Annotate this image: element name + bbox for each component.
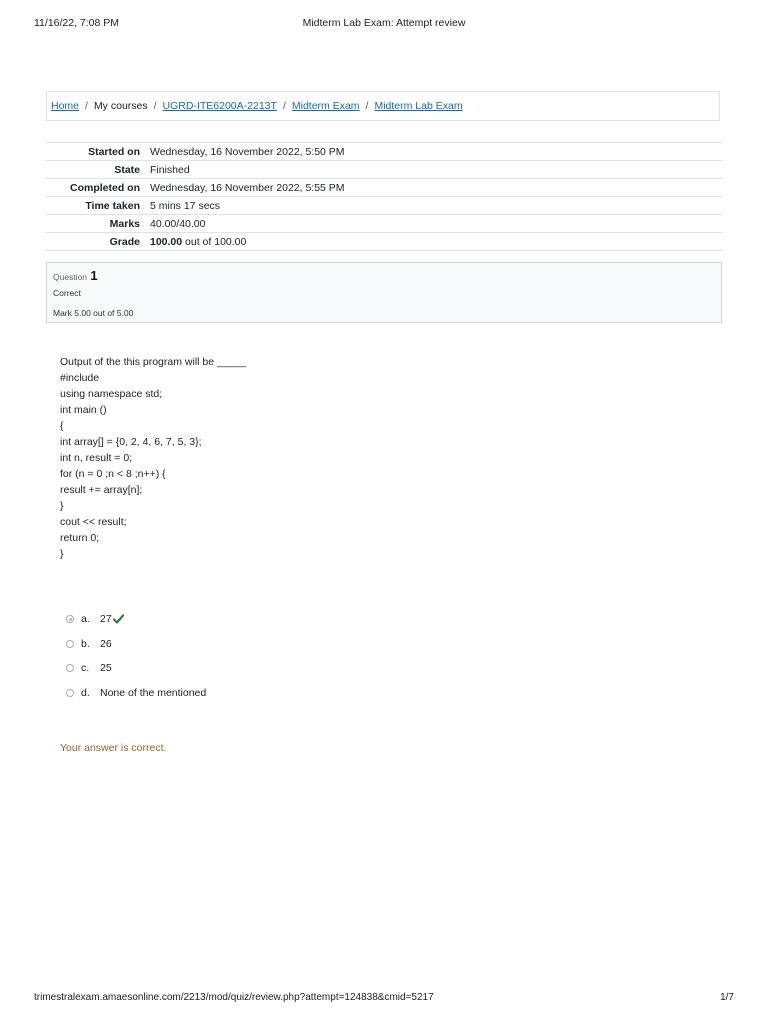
answer-letter: c. xyxy=(81,662,90,674)
print-footer xyxy=(34,992,734,1008)
answer-text: 26 xyxy=(100,637,112,650)
summary-value xyxy=(145,233,722,251)
answer-letter: b. xyxy=(81,637,90,650)
question-number-value: 1 xyxy=(90,268,98,283)
question-line: int main () xyxy=(60,404,107,416)
summary-row-time-taken xyxy=(46,197,722,215)
summary-row-started xyxy=(46,143,722,161)
question-line: { xyxy=(60,420,64,432)
breadcrumb xyxy=(46,91,720,121)
summary-label: State xyxy=(46,161,145,179)
attempt-summary-table xyxy=(46,142,722,251)
breadcrumb-my-courses: My courses xyxy=(93,100,148,112)
summary-row-state xyxy=(46,161,722,179)
radio-button[interactable] xyxy=(66,689,74,697)
breadcrumb-separator: / xyxy=(282,100,286,112)
answer-option-c[interactable] xyxy=(66,660,206,676)
question-line: } xyxy=(60,500,64,512)
question-line: cout << result; xyxy=(60,516,127,528)
breadcrumb-section-link[interactable]: Midterm Exam xyxy=(291,100,360,112)
question-grade: Mark 5.00 out of 5.00 xyxy=(53,308,134,318)
breadcrumb-separator: / xyxy=(365,100,369,112)
summary-label: Grade xyxy=(46,233,145,251)
question-line: using namespace std; xyxy=(60,388,163,400)
summary-label: Marks xyxy=(46,215,145,233)
summary-row-grade xyxy=(46,233,722,251)
question-number xyxy=(53,268,98,283)
answer-option-a[interactable] xyxy=(66,611,206,627)
answer-text: 27 xyxy=(100,613,112,625)
summary-value: Wednesday, 16 November 2022, 5:50 PM xyxy=(145,143,722,161)
question-line: for (n = 0 ;n < 8 ;n++) { xyxy=(60,468,166,480)
question-line: #include xyxy=(60,372,100,384)
answer-option-b[interactable] xyxy=(66,636,206,652)
breadcrumb-quiz-link[interactable]: Midterm Lab Exam xyxy=(374,100,463,112)
answer-options xyxy=(66,611,206,709)
question-line: result += array[n]; xyxy=(60,484,143,496)
summary-row-marks xyxy=(46,215,722,233)
print-date: 11/16/22, 7:08 PM xyxy=(34,17,120,29)
summary-label: Started on xyxy=(46,143,145,161)
summary-value: 5 mins 17 secs xyxy=(145,197,722,215)
question-text xyxy=(60,354,246,562)
breadcrumb-separator: / xyxy=(153,100,157,112)
answer-option-d[interactable] xyxy=(66,685,206,701)
radio-button-selected[interactable] xyxy=(66,615,74,623)
summary-value: Wednesday, 16 November 2022, 5:55 PM xyxy=(145,179,722,197)
breadcrumb-separator: / xyxy=(85,100,88,112)
page-number: 1/7 xyxy=(720,992,734,1003)
question-info-box xyxy=(46,262,722,323)
answer-text: None of the mentioned xyxy=(100,686,207,699)
radio-button[interactable] xyxy=(66,640,74,648)
radio-button[interactable] xyxy=(66,664,74,672)
question-line: int array[] = {0, 2, 4, 6, 7, 5, 3}; xyxy=(60,436,202,448)
summary-label: Time taken xyxy=(46,197,145,215)
summary-label: Completed on xyxy=(46,179,145,197)
grade-out-of: out of 100.00 xyxy=(182,235,247,248)
print-header xyxy=(34,17,734,33)
print-title: Midterm Lab Exam: Attempt review xyxy=(302,17,466,29)
question-line: int n, result = 0; xyxy=(60,452,133,464)
answer-text: 25 xyxy=(100,662,112,674)
question-state: Correct xyxy=(53,288,81,298)
answer-letter: d. xyxy=(81,686,90,699)
grade-score: 100.00 xyxy=(150,235,183,248)
breadcrumb-course-link[interactable]: UGRD-ITE6200A-2213T xyxy=(162,100,277,112)
breadcrumb-home-link[interactable]: Home xyxy=(51,100,80,112)
question-label: Question xyxy=(53,272,88,282)
answer-letter: a. xyxy=(81,613,90,625)
answer-feedback: Your answer is correct. xyxy=(60,742,167,754)
summary-value: 40.00/40.00 xyxy=(145,215,722,233)
question-line: Output of the this program will be _____ xyxy=(60,356,247,368)
check-icon xyxy=(113,614,124,624)
print-url: trimestralexam.amaesonline.com/2213/mod/quiz/review.php?attempt=124838&cmid=5217 xyxy=(34,992,434,1003)
summary-value: Finished xyxy=(145,161,722,179)
question-line: } xyxy=(60,548,64,560)
summary-row-completed xyxy=(46,179,722,197)
question-line: return 0; xyxy=(60,532,100,544)
